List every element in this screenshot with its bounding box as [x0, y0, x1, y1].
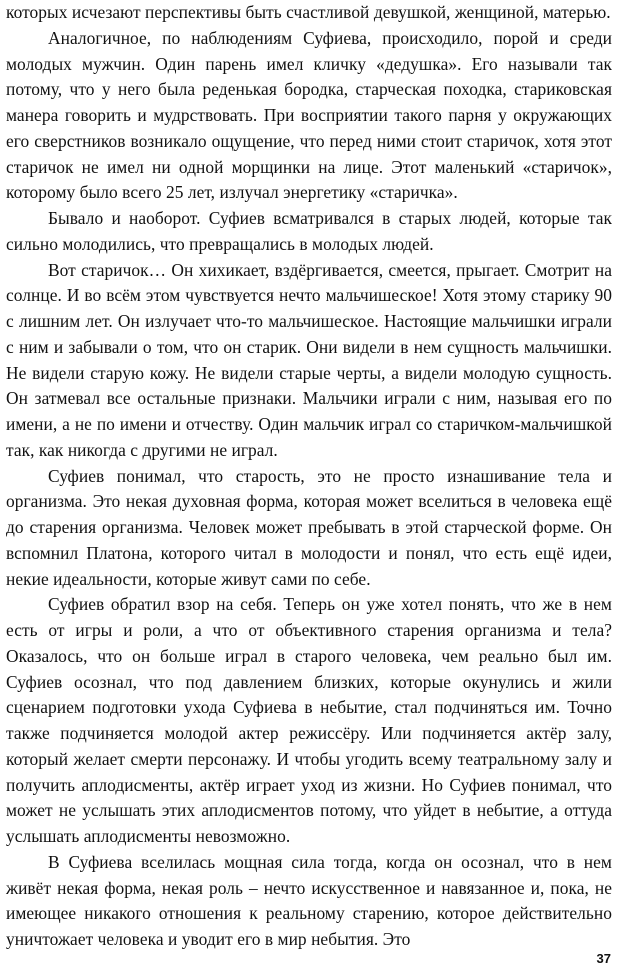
paragraph: Вот старичок… Он хихикает, вздёргивается, смеется, прыгает. Смотрит на солнце. И во всём этом чувствуется нечто мальчишеское! Хотя этому старику 90 с лишним лет. Он излучает что-то мальчишеское. Настоящие мальчишки играли с ним и забывали о том, что он старик. Они видели в нем сущность мальчишки. Не видели старую кожу. Не видели старые черты, а видели молодую сущность. Он затмевал все остальные признаки. Мальчики играли с ним, называя его по имени, а не по имени и отчеству. Один мальчик играл со старичком-мальчишкой так, как никогда с другими не играл. [6, 259, 612, 460]
paragraph: Аналогичное, по наблюдениям Суфиева, происходило, порой и среди молодых мужчин. Один парень имел кличку «дедушка». Его называли так потому, что у него была реденькая бородка, старческая походка, стариковская манера говорить и мудрствовать. При восприятии такого парня у окружающих его сверстников возникало ощущение, что перед ними стоит старичок, хотя этот старичок не имел ни одной морщинки на лице. Этот маленький «старичок», которому было всего 25 лет, излучал энергетику «старичка». [6, 27, 612, 203]
paragraph: Суфиев обратил взор на себя. Теперь он уже хотел понять, что же в нем есть от игры и роли, а что от объективного старения организма и тела? Оказалось, что он больше играл в старого человека, чем реально был им. Суфиев осознал, что под давлением близких, которые окунулись и жили сценарием подготовки ухода Суфиева в небытие, стал подчиняться им. Точно также подчиняется молодой актер режиссёру. Или подчиняется актёр залу, который желает смерти персонажу. И чтобы угодить всему театральному залу и получить аплодисменты, актёр играет уход из жизни. Но Суфиев понимал, что может не услышать этих аплодисментов потому, что уйдет в небытие, а оттуда услышать аплодисменты невозможно. [6, 594, 612, 846]
page-number: 37 [596, 951, 611, 966]
paragraph-continued: которых исчезают перспективы быть счастливой девушкой, женщиной, матерью. [6, 2, 611, 22]
paragraph: Бывало и наоборот. Суфиев всматривался в старых людей, которые так сильно молодились, что превращались в молодых людей. [6, 208, 612, 254]
page-body-text [6, 0, 612, 953]
paragraph: В Суфиева вселилась мощная сила тогда, когда он осознал, что в нем живёт некая форма, некая роль – нечто искусственное и навязанное и, пока, не имеющее никакого отношения к реальному старению, которое действительно уничтожает человека и уводит его в мир небытия. Это [6, 851, 612, 949]
paragraph: Суфиев понимал, что старость, это не просто изнашивание тела и организма. Это некая духовная форма, которая может вселиться в человека ещё до старения организма. Человек может пребывать в этой старческой форме. Он вспомнил Платона, которого читал в молодости и понял, что есть ещё идеи, некие идеальности, которые живут сами по себе. [6, 465, 612, 589]
